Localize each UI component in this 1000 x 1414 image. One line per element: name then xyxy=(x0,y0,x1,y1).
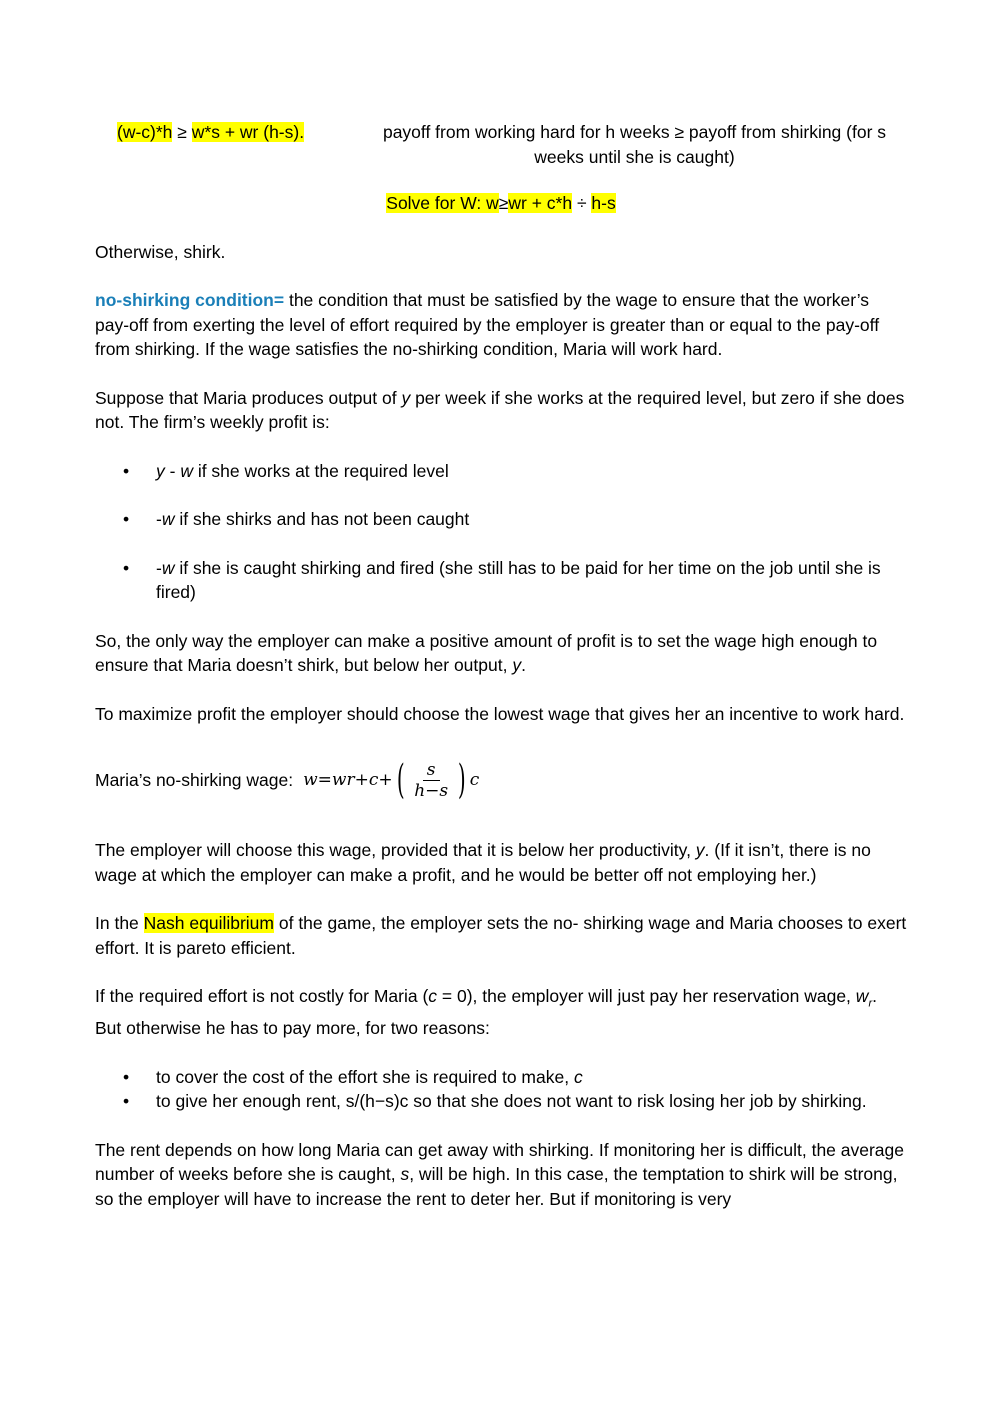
reason-text: to cover the cost of the effort she is required to make, xyxy=(156,1066,574,1087)
item-var: w xyxy=(180,460,193,481)
highlight-work-payoff: (w-c)*h xyxy=(117,122,173,142)
formula-tail: c xyxy=(469,769,480,790)
fraction-numerator: s xyxy=(423,760,440,781)
list-item xyxy=(95,556,907,605)
item-mid: - xyxy=(156,557,162,578)
so-paragraph xyxy=(95,629,907,678)
effort-w: w xyxy=(855,986,869,1006)
so-y: y xyxy=(512,655,522,675)
reason-var: c xyxy=(573,1066,583,1087)
profit-list xyxy=(95,459,907,605)
list-item xyxy=(95,459,907,484)
effort-sub: r xyxy=(868,997,873,1010)
rent-text-b: , will be high. In this case, the temptation to shirk will be strong, so the employer will have to increase the rent to deter her. But if monitoring is very xyxy=(95,1164,898,1209)
item-var: w xyxy=(161,509,175,529)
highlight-shirk-payoff: w*s + wr (h-s). xyxy=(191,122,305,142)
item-rest: if she is caught shirking and fired (she still has to be paid for her time on the job until she is fired) xyxy=(156,557,881,602)
geq-symbol: ≥ xyxy=(172,122,192,142)
formula-fraction xyxy=(410,760,452,801)
suppose-text-a: Suppose that Maria produces output of xyxy=(95,387,402,408)
choose-paragraph xyxy=(95,838,907,887)
list-item xyxy=(95,1065,907,1090)
item-mid: - xyxy=(164,460,181,481)
item-mid: - xyxy=(156,509,162,529)
otherwise-text: Otherwise, shirk. xyxy=(95,241,226,262)
choose-text-a: The employer will choose this wage, provided that it is below her productivity, xyxy=(95,840,696,860)
nash-paragraph xyxy=(95,911,907,960)
rent-paragraph xyxy=(95,1138,907,1212)
payoff-description: payoff from working hard for h weeks ≥ payoff from shirking (for s weeks until she is caught) xyxy=(382,122,887,167)
so-text-a: So, the only way the employer can make a positive amount of profit is to set the wage high enough to ensure that Maria doesn’t shirk, but below her output, xyxy=(95,630,878,675)
nash-text-b: of the game, the employer sets the no- shirking wage and Maria chooses to exert effort. It is pareto efficient. xyxy=(95,913,907,958)
item-var: w xyxy=(161,557,175,578)
rent-s: s xyxy=(400,1164,410,1184)
suppose-text-b: per week if she works at the required level, but zero if she does not. The firm’s weekly profit is: xyxy=(95,387,905,432)
solve-div: ÷ xyxy=(572,193,592,213)
effort-text-a: If the required effort is not costly for Maria ( xyxy=(95,986,429,1006)
no-shirking-wage-formula xyxy=(95,750,907,810)
suppose-paragraph xyxy=(95,386,907,435)
formula-expression xyxy=(303,757,480,803)
right-paren: ) xyxy=(458,757,466,803)
nash-text-a: In the xyxy=(95,913,144,933)
effort-paragraph xyxy=(95,984,907,1041)
fraction-denominator: h−s xyxy=(414,780,449,801)
no-shirking-definition xyxy=(95,288,907,362)
choose-text-b: . (If it isn’t, there is no wage at which the employer can make a profit, and he would be better off not employing her.) xyxy=(95,840,871,885)
formula-label: Maria’s no-shirking wage: xyxy=(95,769,294,790)
no-shirking-term: no-shirking condition= xyxy=(95,290,285,310)
left-paren: ( xyxy=(396,757,405,803)
item-lead: y xyxy=(156,460,165,481)
effort-c: c xyxy=(428,986,438,1006)
item-rest: if she shirks and has not been caught xyxy=(174,509,470,529)
solve-part-a: Solve for W: w xyxy=(386,193,499,213)
reason-text: to give her enough rent, s/(h−s)c so that she does not want to risk losing her job by shirking. xyxy=(156,1091,867,1111)
solve-part-c: h-s xyxy=(591,193,616,213)
maximize-paragraph: To maximize profit the employer should choose the lowest wage that gives her an incentive to work hard. xyxy=(95,703,905,724)
nash-equilibrium-highlight: Nash equilibrium xyxy=(143,913,274,933)
rent-text-a: The rent depends on how long Maria can get away with shirking. If monitoring her is difficult, the average number of weeks before she is caught, xyxy=(95,1139,905,1184)
list-item xyxy=(95,1089,907,1114)
list-item xyxy=(95,507,907,532)
document-page xyxy=(95,120,907,1235)
solve-part-b: wr + c*h xyxy=(508,193,573,213)
solve-line xyxy=(95,191,907,216)
formula-lhs: w=wr+c+ xyxy=(303,769,393,790)
payoff-inequality-line xyxy=(95,120,907,169)
effort-text-d: . But otherwise he has to pay more, for two reasons: xyxy=(95,986,877,1038)
solve-geq: ≥ xyxy=(498,193,509,213)
choose-y: y xyxy=(695,840,705,860)
effort-text-b: = 0), the employer will just pay her reservation wage, xyxy=(437,986,856,1006)
reasons-list xyxy=(95,1065,907,1114)
no-shirking-text: the condition that must be satisfied by the wage to ensure that the worker’s pay-off from exerting the level of effort required by the employer is greater than or equal to the pay-off from shirking. If the wage satisfies the no-shirking condition, Maria will work hard. xyxy=(95,290,880,359)
suppose-y: y xyxy=(401,387,411,408)
so-text-b: . xyxy=(521,655,526,675)
item-rest: if she works at the required level xyxy=(192,460,449,481)
